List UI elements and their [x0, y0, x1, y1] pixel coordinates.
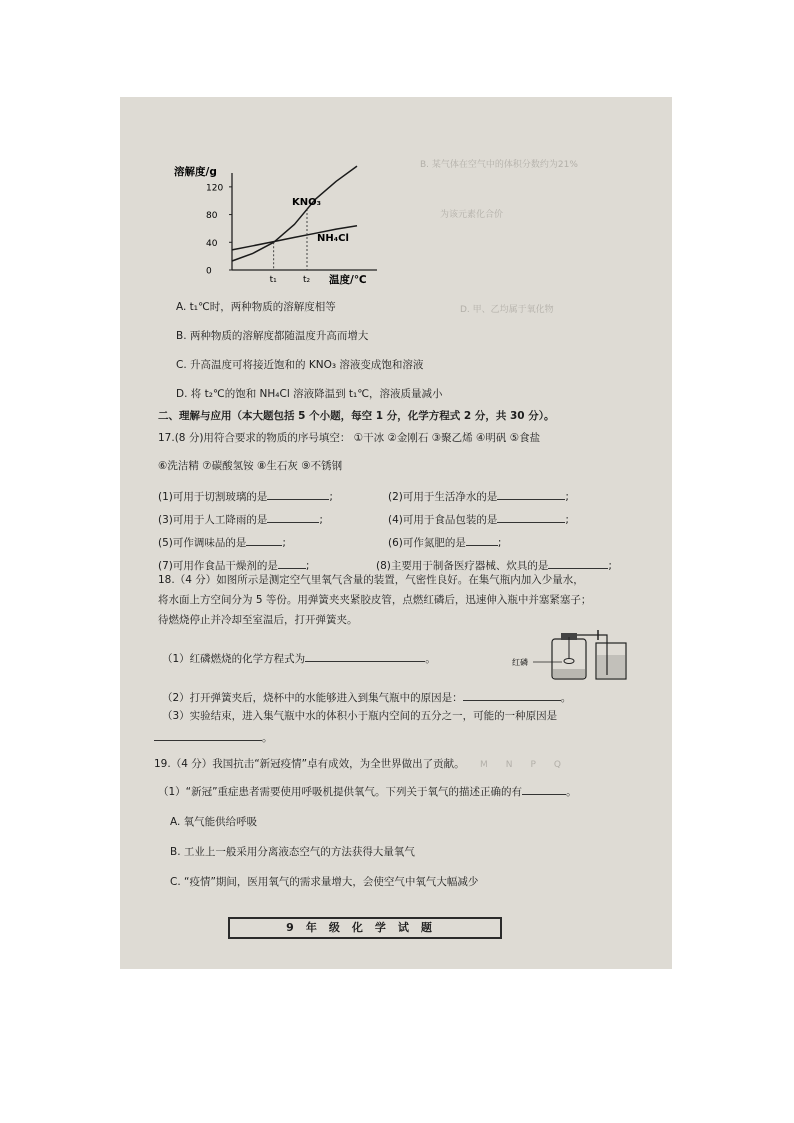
apparatus-illustration: [512, 619, 632, 681]
q19-option-b: B. 工业上一般采用分离液态空气的方法获得大量氧气: [170, 846, 415, 858]
q17-item-2: (2)可用于生活净水的是 ;: [388, 488, 569, 504]
answer-blank[interactable]: [463, 689, 561, 701]
x-axis-label: 温度/℃: [329, 274, 367, 286]
answer-blank[interactable]: [497, 511, 565, 523]
section-2-heading: 二、理解与应用（本大题包括 5 个小题，每空 1 分，化学方程式 2 分，共 30 分）。: [158, 410, 555, 422]
answer-blank[interactable]: [267, 511, 319, 523]
q17-item-1: (1)可用于切割玻璃的是 ;: [158, 488, 333, 504]
q18-stem-line3: 待燃烧停止并冷却至室温后，打开弹簧夹。: [158, 614, 358, 626]
q16-option-d: D. 将 t₂℃的饱和 NH₄Cl 溶液降温到 t₁℃，溶液质量减小: [176, 388, 443, 400]
x-tick-t2: t₂: [303, 275, 311, 285]
q17-item-4: (4)可用于食品包装的是 ;: [388, 511, 569, 527]
y-axis-label: 溶解度/g: [174, 166, 217, 178]
rubber-tube: [577, 635, 607, 647]
q19-option-c: C. “疫情”期间，医用氧气的需求量增大，会使空气中氧气大幅减少: [170, 876, 479, 888]
q19-sub-1: （1）“新冠”重症患者需要使用呼吸机提供氧气。下列关于氧气的描述正确的有 。: [158, 783, 577, 799]
solubility-chart: [172, 157, 422, 289]
q16-option-b: B. 两种物质的溶解度都随温度升高而增大: [176, 330, 369, 342]
q17-item-5: (5)可作调味品的是 ;: [158, 534, 286, 550]
q17-item-7: (7)可用作食品干燥剂的是 ;: [158, 557, 309, 573]
bleed-through-text: 为该元素化合价: [440, 210, 504, 220]
answer-blank[interactable]: [548, 557, 608, 569]
q17-item-3: (3)可用于人工降雨的是 ;: [158, 511, 323, 527]
y-tick-label: 80: [206, 211, 218, 222]
x-tick-t1: t₁: [269, 275, 277, 285]
answer-blank[interactable]: [154, 729, 262, 741]
q17-item-8: (8)主要用于制备医疗器械、炊具的是 ;: [376, 557, 612, 573]
y-ticks: [206, 183, 232, 276]
spoon-cup: [564, 659, 574, 664]
answer-blank[interactable]: [267, 488, 329, 500]
q18-stem-line2: 将水面上方空间分为 5 等份。用弹簧夹夹紧胶皮管，点燃红磷后，迅速伸入瓶中并塞紧塞子；: [158, 594, 592, 606]
exam-page: [120, 97, 672, 969]
q19-option-a: A. 氧气能供给呼吸: [170, 816, 258, 828]
y-tick-label: 0: [206, 266, 212, 277]
bottle-water: [553, 669, 585, 678]
bleed-through-text: B. 某气体在空气中的体积分数约为21%: [420, 160, 578, 170]
answer-blank[interactable]: [466, 534, 498, 546]
q18-sub-1: （1）红磷燃烧的化学方程式为 。: [162, 650, 436, 666]
page-footer: 9年级化学试题: [228, 917, 502, 939]
q17-item-6: (6)可作氮肥的是 ;: [388, 534, 501, 550]
answer-blank[interactable]: [246, 534, 282, 546]
answer-blank[interactable]: [278, 557, 306, 569]
q18-sub-3: （3）实验结束，进入集气瓶中水的体积小于瓶内空间的五分之一，可能的一种原因是: [162, 710, 558, 722]
q18-sub-3-answer: 。: [154, 729, 273, 745]
series-label-nh4cl: NH₄Cl: [317, 233, 349, 244]
answer-blank[interactable]: [522, 783, 566, 795]
q16-option-a: A. t₁℃时，两种物质的溶解度相等: [176, 301, 336, 313]
y-tick-label: 120: [206, 183, 224, 194]
beaker-water: [597, 655, 625, 678]
y-tick-label: 40: [206, 238, 218, 249]
answer-blank[interactable]: [305, 650, 425, 662]
red-phosphorus-label: 红磷: [512, 658, 528, 667]
bleed-through-text: D. 甲、乙均属于氧化物: [460, 305, 554, 315]
q17-stem-continued: ⑥洗洁精 ⑦碳酸氢铵 ⑧生石灰 ⑨不锈钢: [158, 460, 343, 472]
series-lines: [232, 166, 357, 261]
series-label-kno3: KNO₃: [292, 197, 321, 208]
q17-stem: 17.(8 分)用符合要求的物质的序号填空： ①干冰 ②金刚石 ③聚乙烯 ④明矾 ⑤食盐: [158, 432, 541, 444]
bleed-through-text: M N P Q: [480, 760, 562, 770]
q18-stem-line1: 18.（4 分）如图所示是测定空气里氧气含量的装置，气密性良好。在集气瓶内加入少量水，: [158, 574, 584, 586]
q19-stem: 19.（4 分）我国抗击“新冠疫情”卓有成效，为全世界做出了贡献。: [154, 758, 465, 770]
q18-sub-2: （2）打开弹簧夹后，烧杯中的水能够进入到集气瓶中的原因是： 。: [162, 689, 571, 705]
q16-option-c: C. 升高温度可将接近饱和的 KNO₃ 溶液变成饱和溶液: [176, 359, 424, 371]
answer-blank[interactable]: [497, 488, 565, 500]
